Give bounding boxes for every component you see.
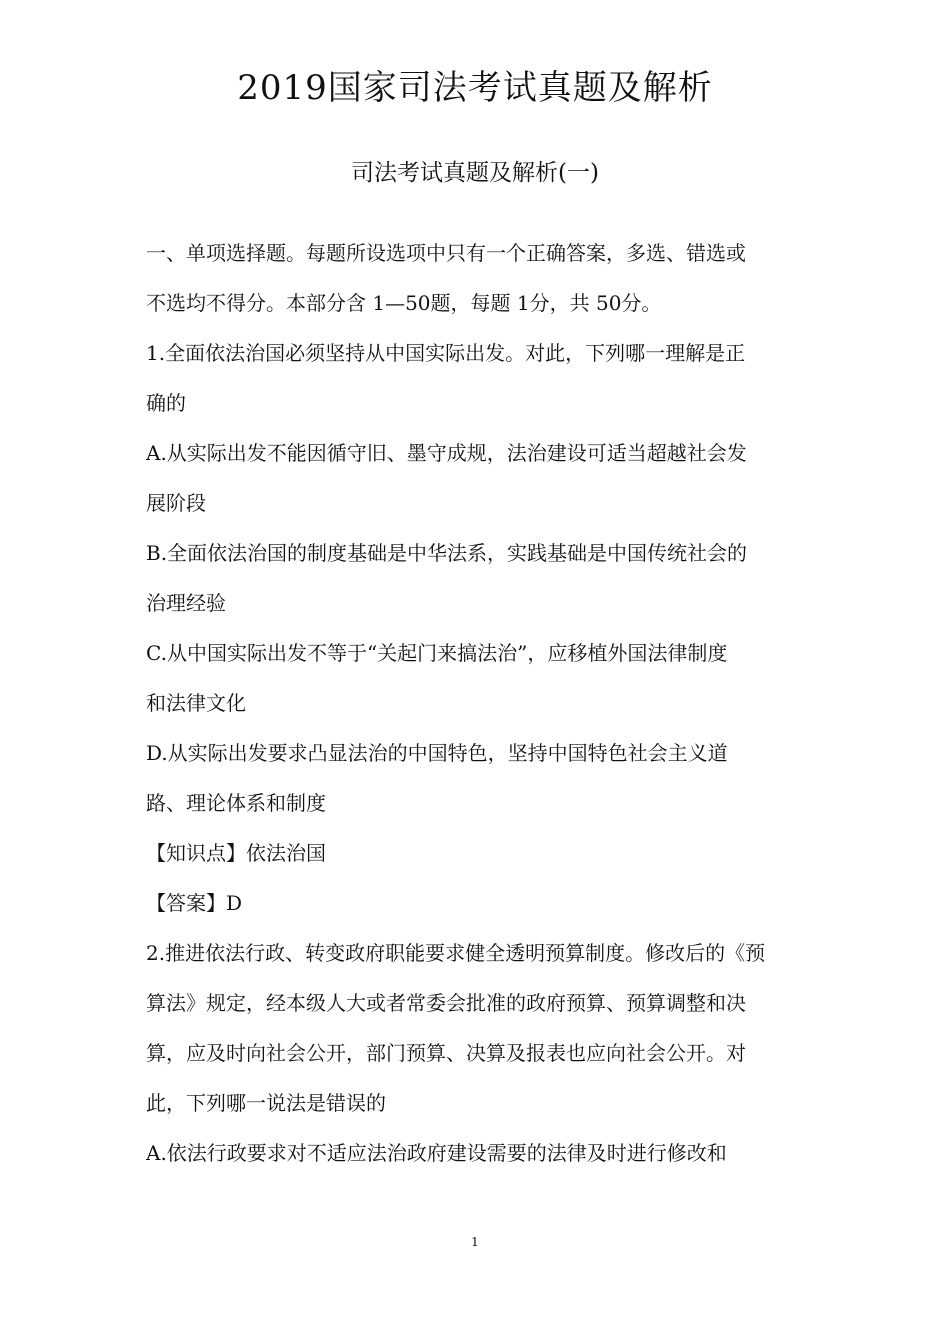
question-1-option-a: A.从实际出发不能因循守旧、墨守成规，法治建设可适当超越社会发: [146, 441, 747, 465]
document-subtitle: 司法考试真题及解析(一): [351, 160, 599, 186]
answer: 【答案】D: [146, 891, 243, 915]
page-number: 1: [471, 1235, 479, 1249]
knowledge-point: 【知识点】依法治国: [146, 841, 326, 865]
question-2-stem: 2.推进依法行政、转变政府职能要求健全透明预算制度。修改后的《预: [146, 941, 766, 965]
question-1-option-c: 和法律文化: [146, 691, 246, 715]
question-1-option-c: C.从中国实际出发不等于“关起门来搞法治”，应移植外国法律制度: [146, 641, 728, 665]
document-body: [146, 228, 826, 1178]
document-title: 2019国家司法考试真题及解析: [237, 68, 713, 108]
question-1-option-a: 展阶段: [146, 491, 206, 515]
question-1-option-b: B.全面依法治国的制度基础是中华法系，实践基础是中国传统社会的: [146, 541, 748, 565]
question-1-option-b: 治理经验: [146, 591, 226, 615]
question-2-stem: 算法》规定，经本级人大或者常委会批准的政府预算、预算调整和决: [146, 991, 746, 1015]
text-line: 一、单项选择题。每题所设选项中只有一个正确答案，多选、错选或: [146, 241, 746, 265]
question-1-option-d: D.从实际出发要求凸显法治的中国特色，坚持中国特色社会主义道: [146, 741, 728, 765]
question-1-option-d: 路、理论体系和制度: [146, 791, 326, 815]
text-line: 不选均不得分。本部分含 1—50题，每题 1分，共 50分。: [146, 291, 662, 315]
question-2-stem: 算，应及时向社会公开，部门预算、决算及报表也应向社会公开。对: [146, 1041, 746, 1065]
question-2-option-a: A.依法行政要求对不适应法治政府建设需要的法律及时进行修改和: [146, 1141, 727, 1165]
question-1-stem: 确的: [146, 391, 186, 415]
question-2-stem: 此，下列哪一说法是错误的: [146, 1091, 386, 1115]
question-1-stem: 1.全面依法治国必须坚持从中国实际出发。对此，下列哪一理解是正: [146, 341, 746, 365]
